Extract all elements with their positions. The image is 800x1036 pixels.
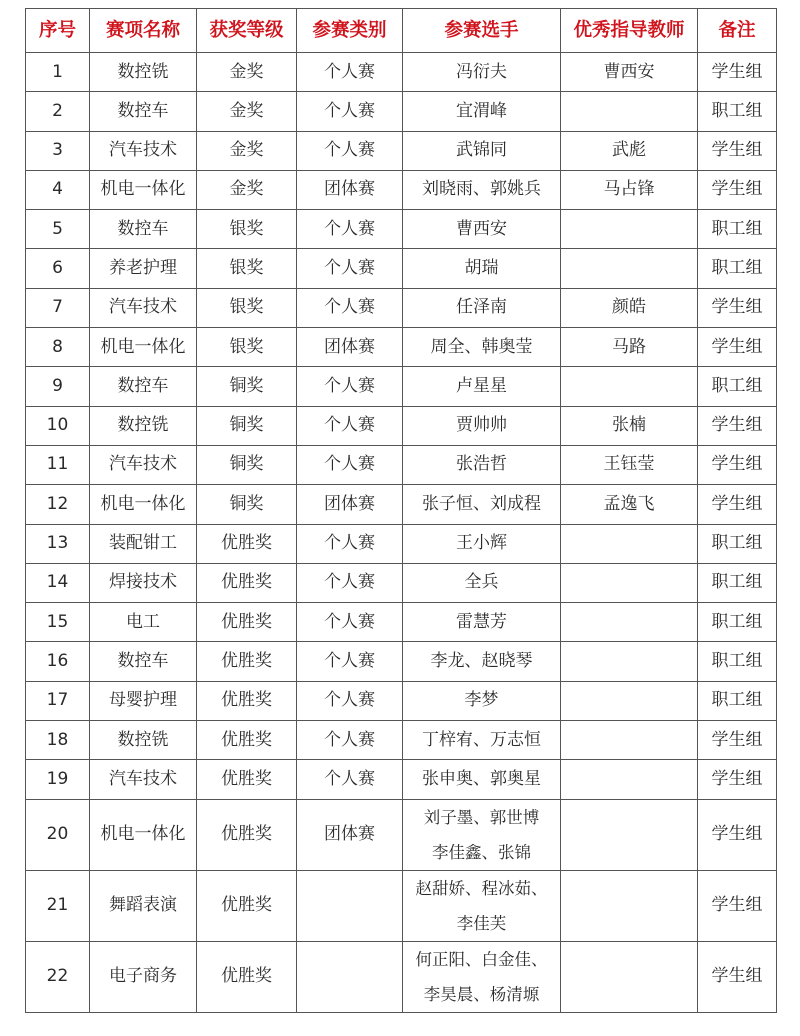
cell-type: 个人赛 [297,92,403,131]
cell-note: 职工组 [698,210,777,249]
table-row [26,485,777,524]
cell-level: 银奖 [197,249,297,288]
cell-type: 个人赛 [297,524,403,563]
cell-no: 14 [26,563,90,602]
cell-no: 8 [26,328,90,367]
cell-teacher [561,870,698,941]
cell-event: 母婴护理 [90,681,197,720]
cell-teacher: 王钰莹 [561,445,698,484]
cell-level: 铜奖 [197,406,297,445]
cell-players: 全兵 [403,563,561,602]
cell-teacher [561,249,698,288]
player-names-line: 李昊晨、杨清塬 [423,984,540,1004]
cell-note: 职工组 [698,249,777,288]
cell-note: 学生组 [698,760,777,799]
table-row [26,328,777,367]
cell-no: 19 [26,760,90,799]
cell-players: 武锦同 [403,131,561,170]
cell-level: 铜奖 [197,485,297,524]
cell-teacher [561,941,698,1012]
cell-event: 装配钳工 [90,524,197,563]
cell-type [297,870,403,941]
player-names-line: 刘子墨、郭世博 [423,807,540,827]
cell-teacher [561,603,698,642]
cell-note: 学生组 [698,941,777,1012]
cell-type: 团体赛 [297,170,403,209]
table-row [26,603,777,642]
cell-event: 汽车技术 [90,288,197,327]
table-body [26,53,777,1013]
table-row [26,406,777,445]
cell-event: 电子商务 [90,941,197,1012]
cell-no: 13 [26,524,90,563]
table-row [26,367,777,406]
cell-note: 学生组 [698,870,777,941]
player-names-line: 何正阳、白金佳、 [415,949,548,969]
cell-players [403,941,561,1012]
cell-players: 冯衍夫 [403,53,561,92]
cell-note: 学生组 [698,288,777,327]
table-row [26,721,777,760]
cell-players [403,870,561,941]
cell-event: 数控车 [90,92,197,131]
cell-type: 团体赛 [297,328,403,367]
table-row [26,681,777,720]
header-level: 获奖等级 [197,9,297,53]
cell-type: 个人赛 [297,288,403,327]
cell-type: 个人赛 [297,445,403,484]
header-teacher: 优秀指导教师 [561,9,698,53]
cell-players: 李梦 [403,681,561,720]
cell-no: 9 [26,367,90,406]
table-row [26,92,777,131]
cell-level: 铜奖 [197,367,297,406]
cell-type: 个人赛 [297,642,403,681]
cell-teacher: 张楠 [561,406,698,445]
cell-no: 12 [26,485,90,524]
cell-level: 金奖 [197,170,297,209]
cell-teacher: 孟逸飞 [561,485,698,524]
cell-no: 15 [26,603,90,642]
table-row [26,642,777,681]
cell-type: 个人赛 [297,721,403,760]
cell-teacher [561,799,698,870]
table-row [26,563,777,602]
table-row [26,941,777,1012]
cell-players: 贾帅帅 [403,406,561,445]
cell-no: 7 [26,288,90,327]
cell-no: 5 [26,210,90,249]
cell-type: 个人赛 [297,131,403,170]
cell-teacher: 曹西安 [561,53,698,92]
cell-level: 优胜奖 [197,603,297,642]
cell-players: 卢星星 [403,367,561,406]
header-event: 赛项名称 [90,9,197,53]
cell-note: 学生组 [698,53,777,92]
header-players: 参赛选手 [403,9,561,53]
cell-event: 机电一体化 [90,799,197,870]
cell-note: 职工组 [698,524,777,563]
cell-no: 21 [26,870,90,941]
cell-level: 优胜奖 [197,870,297,941]
cell-teacher [561,721,698,760]
cell-players: 丁梓宥、万志恒 [403,721,561,760]
cell-no: 17 [26,681,90,720]
cell-teacher [561,210,698,249]
cell-type: 个人赛 [297,367,403,406]
cell-teacher [561,367,698,406]
cell-players [403,799,561,870]
cell-event: 数控车 [90,210,197,249]
cell-no: 1 [26,53,90,92]
cell-players: 刘晓雨、郭姚兵 [403,170,561,209]
cell-type: 团体赛 [297,799,403,870]
cell-event: 汽车技术 [90,760,197,799]
table-row [26,131,777,170]
cell-type: 团体赛 [297,485,403,524]
cell-event: 焊接技术 [90,563,197,602]
cell-level: 优胜奖 [197,760,297,799]
cell-teacher: 武彪 [561,131,698,170]
cell-event: 汽车技术 [90,445,197,484]
cell-no: 18 [26,721,90,760]
table-row [26,210,777,249]
cell-players: 王小辉 [403,524,561,563]
cell-type: 个人赛 [297,760,403,799]
table-row [26,760,777,799]
cell-players: 李龙、赵晓琴 [403,642,561,681]
header-note: 备注 [698,9,777,53]
table-row [26,799,777,870]
cell-teacher [561,563,698,602]
cell-note: 学生组 [698,445,777,484]
cell-players: 宜渭峰 [403,92,561,131]
cell-event: 汽车技术 [90,131,197,170]
cell-event: 数控车 [90,642,197,681]
table-row [26,524,777,563]
cell-note: 学生组 [698,131,777,170]
cell-event: 机电一体化 [90,170,197,209]
cell-note: 职工组 [698,92,777,131]
cell-level: 银奖 [197,288,297,327]
cell-level: 优胜奖 [197,721,297,760]
cell-level: 银奖 [197,328,297,367]
table-row [26,288,777,327]
cell-teacher [561,524,698,563]
cell-event: 数控铣 [90,406,197,445]
cell-level: 优胜奖 [197,681,297,720]
cell-players: 任泽南 [403,288,561,327]
cell-type: 个人赛 [297,603,403,642]
cell-type: 个人赛 [297,249,403,288]
cell-note: 学生组 [698,485,777,524]
cell-type: 个人赛 [297,210,403,249]
cell-note: 学生组 [698,721,777,760]
cell-players: 雷慧芳 [403,603,561,642]
header-type: 参赛类别 [297,9,403,53]
cell-event: 数控铣 [90,721,197,760]
cell-type: 个人赛 [297,406,403,445]
cell-note: 职工组 [698,642,777,681]
cell-level: 金奖 [197,131,297,170]
cell-level: 优胜奖 [197,563,297,602]
cell-teacher [561,681,698,720]
table-row [26,445,777,484]
cell-level: 金奖 [197,92,297,131]
cell-level: 铜奖 [197,445,297,484]
cell-teacher: 马占锋 [561,170,698,209]
cell-players: 张浩哲 [403,445,561,484]
cell-no: 11 [26,445,90,484]
cell-level: 优胜奖 [197,941,297,1012]
cell-level: 银奖 [197,210,297,249]
cell-event: 电工 [90,603,197,642]
cell-event: 养老护理 [90,249,197,288]
cell-no: 4 [26,170,90,209]
cell-event: 数控铣 [90,53,197,92]
cell-note: 学生组 [698,799,777,870]
cell-event: 舞蹈表演 [90,870,197,941]
cell-level: 金奖 [197,53,297,92]
cell-event: 机电一体化 [90,485,197,524]
awards-table [25,8,777,1013]
cell-teacher [561,760,698,799]
cell-teacher: 颜皓 [561,288,698,327]
header-no: 序号 [26,9,90,53]
cell-type: 个人赛 [297,681,403,720]
cell-players: 胡瑞 [403,249,561,288]
table-row [26,170,777,209]
cell-players: 张申奥、郭奥星 [403,760,561,799]
cell-note: 学生组 [698,328,777,367]
cell-event: 数控车 [90,367,197,406]
cell-level: 优胜奖 [197,799,297,870]
cell-teacher [561,92,698,131]
player-names-line: 李佳芙 [456,913,507,933]
cell-no: 6 [26,249,90,288]
header-row [26,9,777,53]
cell-note: 职工组 [698,681,777,720]
cell-note: 职工组 [698,367,777,406]
cell-players: 周全、韩奥莹 [403,328,561,367]
cell-no: 22 [26,941,90,1012]
cell-level: 优胜奖 [197,524,297,563]
cell-players: 张子恒、刘成程 [403,485,561,524]
table-row [26,53,777,92]
cell-type: 个人赛 [297,53,403,92]
table-row [26,870,777,941]
cell-type [297,941,403,1012]
player-names-line: 赵甜娇、程冰茹、 [415,878,548,898]
table-row [26,249,777,288]
cell-note: 职工组 [698,603,777,642]
cell-note: 学生组 [698,406,777,445]
cell-note: 职工组 [698,563,777,602]
cell-no: 2 [26,92,90,131]
cell-note: 学生组 [698,170,777,209]
cell-no: 20 [26,799,90,870]
cell-no: 10 [26,406,90,445]
cell-event: 机电一体化 [90,328,197,367]
cell-type: 个人赛 [297,563,403,602]
cell-players: 曹西安 [403,210,561,249]
cell-teacher: 马路 [561,328,698,367]
player-names-line: 李佳鑫、张锦 [432,842,531,862]
cell-level: 优胜奖 [197,642,297,681]
cell-no: 3 [26,131,90,170]
cell-no: 16 [26,642,90,681]
cell-teacher [561,642,698,681]
